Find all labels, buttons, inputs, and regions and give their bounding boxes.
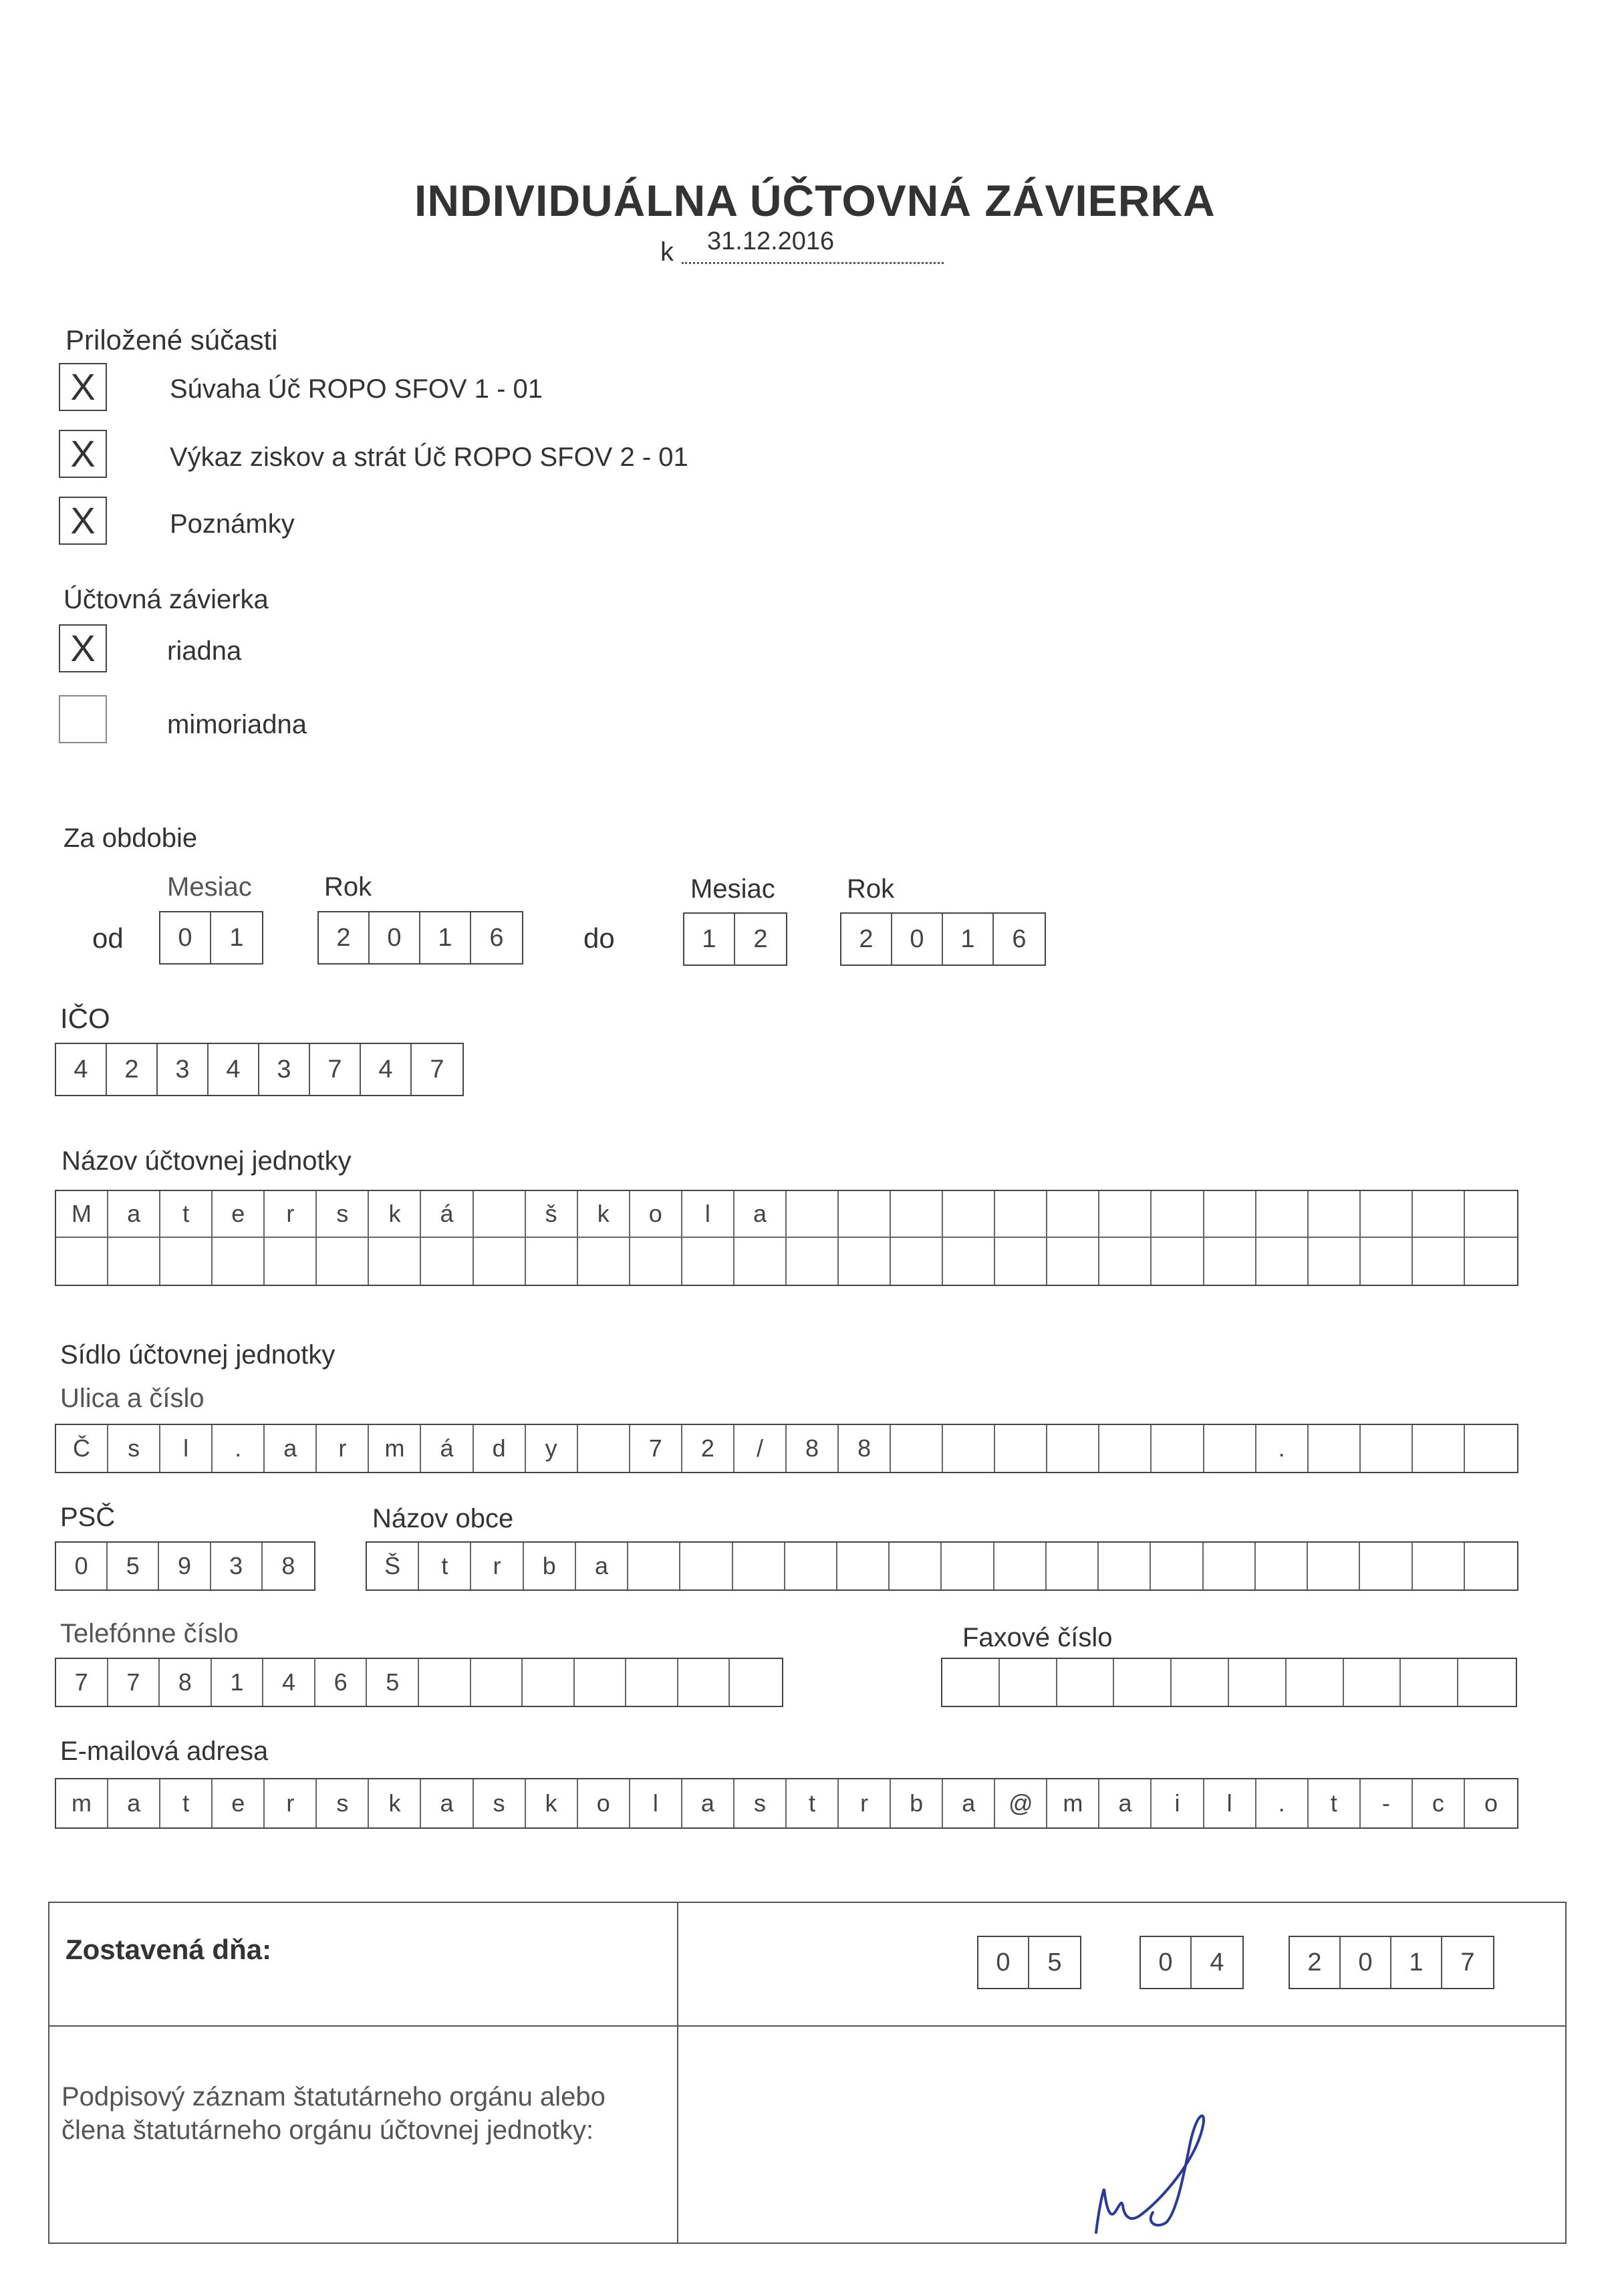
email-char: e	[213, 1779, 265, 1827]
email-char: t	[787, 1779, 839, 1827]
compiled-day-boxes[interactable]	[977, 1936, 1081, 1989]
email-field[interactable]	[55, 1778, 1518, 1829]
email-char: k	[369, 1779, 421, 1827]
unit-name-char	[474, 1238, 526, 1285]
city-field[interactable]	[366, 1541, 1518, 1591]
psc-digit: 3	[211, 1543, 263, 1589]
street-char: 8	[787, 1425, 839, 1472]
compiled-year-digit: 0	[1341, 1937, 1391, 1988]
city-char	[1360, 1543, 1412, 1589]
email-char: k	[526, 1779, 578, 1827]
unit-name-char	[1413, 1191, 1465, 1238]
email-char: m	[1047, 1779, 1099, 1827]
closing-type-heading: Účtovná závierka	[63, 585, 269, 614]
to-year-boxes[interactable]	[840, 912, 1046, 966]
psc-digit: 9	[159, 1543, 211, 1589]
from-year-digit: 2	[319, 912, 370, 963]
unit-name-char: š	[526, 1191, 578, 1238]
fax-digit	[1057, 1659, 1115, 1706]
city-char: b	[524, 1543, 576, 1589]
email-char: .	[1256, 1779, 1309, 1827]
unit-name-char	[317, 1238, 369, 1285]
unit-name-char	[421, 1238, 473, 1285]
city-char	[1099, 1543, 1151, 1589]
email-char: a	[1099, 1779, 1152, 1827]
fax-digit	[1114, 1659, 1172, 1706]
attachment-label-3: Poznámky	[170, 509, 295, 539]
unit-name-char	[1361, 1191, 1413, 1238]
from-month-label: Mesiac	[167, 872, 252, 902]
fax-digit	[1458, 1659, 1516, 1706]
ico-digit: 2	[107, 1044, 158, 1095]
street-char	[1152, 1425, 1204, 1472]
ico-digit: 3	[158, 1044, 209, 1095]
fax-digit	[1172, 1659, 1229, 1706]
unit-name-char	[995, 1191, 1047, 1238]
unit-name-char: á	[421, 1191, 473, 1238]
email-char: t	[1309, 1779, 1361, 1827]
attachment-label-1: Súvaha Úč ROPO SFOV 1 - 01	[170, 374, 543, 404]
unit-name-char	[108, 1238, 160, 1285]
unit-name-char	[891, 1191, 943, 1238]
email-char: a	[421, 1779, 473, 1827]
period-heading: Za obdobie	[63, 823, 198, 853]
unit-name-char	[839, 1191, 891, 1238]
unit-name-char	[56, 1238, 108, 1285]
compiled-month-boxes[interactable]	[1139, 1936, 1244, 1989]
street-field[interactable]	[55, 1424, 1518, 1473]
compiled-month-digit: 0	[1141, 1937, 1192, 1988]
unit-name-char	[1465, 1191, 1517, 1238]
phone-digit: 7	[108, 1659, 160, 1706]
unit-name-char	[1047, 1191, 1099, 1238]
ico-boxes[interactable]	[55, 1043, 464, 1096]
phone-digit: 1	[212, 1659, 264, 1706]
footer-horizontal-divider	[48, 2025, 1567, 2027]
compiled-day-digit: 0	[978, 1937, 1029, 1988]
street-char: r	[317, 1425, 369, 1472]
street-char	[995, 1425, 1047, 1472]
unit-name-char: k	[369, 1191, 421, 1238]
unit-name-char: r	[265, 1191, 317, 1238]
unit-name-char	[891, 1238, 943, 1285]
phone-digit: 6	[315, 1659, 368, 1706]
psc-digit: 5	[108, 1543, 159, 1589]
to-year-digit: 2	[841, 914, 892, 965]
unit-name-char: s	[317, 1191, 369, 1238]
email-char: m	[56, 1779, 108, 1827]
from-year-boxes[interactable]	[317, 911, 523, 965]
ico-digit: 3	[259, 1044, 310, 1095]
closing-regular-label: riadna	[167, 636, 242, 666]
phone-digit: 8	[160, 1659, 212, 1706]
unit-name-char: o	[630, 1191, 682, 1238]
ico-digit: 7	[310, 1044, 361, 1095]
unit-name-label: Názov účtovnej jednotky	[61, 1146, 352, 1176]
psc-label: PSČ	[60, 1503, 116, 1532]
ico-digit: 4	[361, 1044, 412, 1095]
phone-digit	[575, 1659, 627, 1706]
attachments-heading: Priložené súčasti	[65, 324, 278, 356]
unit-name-char	[526, 1238, 578, 1285]
street-char	[1204, 1425, 1256, 1472]
email-char: a	[682, 1779, 734, 1827]
email-char: c	[1413, 1779, 1465, 1827]
email-char: o	[1484, 1789, 1498, 1817]
fax-digit	[1401, 1659, 1458, 1706]
unit-name-char	[1413, 1238, 1465, 1285]
unit-name-char	[1309, 1191, 1361, 1238]
email-char: l	[1204, 1779, 1256, 1827]
email-char: -	[1361, 1779, 1413, 1827]
unit-name-char	[787, 1191, 839, 1238]
unit-name-char	[369, 1238, 421, 1285]
street-char	[1361, 1425, 1413, 1472]
from-year-label: Rok	[324, 872, 372, 902]
email-char: @	[995, 1779, 1047, 1827]
fax-digit	[1287, 1659, 1344, 1706]
unit-name-char	[943, 1191, 995, 1238]
city-char: a	[576, 1543, 628, 1589]
email-char: o	[578, 1779, 630, 1827]
street-label: Ulica a číslo	[60, 1384, 205, 1413]
phone-digit	[471, 1659, 523, 1706]
city-char	[994, 1543, 1047, 1589]
street-char: 8	[839, 1425, 891, 1472]
unit-name-char	[630, 1238, 682, 1285]
street-char	[1413, 1425, 1465, 1472]
psc-digit: 0	[56, 1543, 108, 1589]
phone-digit: 5	[367, 1659, 419, 1706]
seat-heading: Sídlo účtovnej jednotky	[60, 1340, 336, 1370]
street-char: 2	[682, 1425, 734, 1472]
city-char	[733, 1543, 785, 1589]
city-char	[890, 1543, 942, 1589]
date-prefix: k	[660, 237, 674, 267]
unit-name-char	[995, 1238, 1047, 1285]
page-title: INDIVIDUÁLNA ÚČTOVNÁ ZÁVIERKA	[414, 176, 1216, 225]
to-month-boxes[interactable]	[683, 912, 787, 966]
from-label: od	[92, 922, 124, 954]
date-dotted-line	[682, 262, 944, 264]
unit-name-char	[265, 1238, 317, 1285]
attachment-checkbox-2[interactable]: X	[59, 430, 107, 478]
street-char	[891, 1425, 943, 1472]
compiled-year-boxes[interactable]	[1289, 1936, 1494, 1989]
phone-digit	[626, 1659, 678, 1706]
street-char: m	[369, 1425, 421, 1472]
signature-label-line-1: Podpisový záznam štatutárneho orgánu alebo	[61, 2082, 606, 2112]
city-char	[680, 1543, 732, 1589]
unit-name-char: t	[160, 1191, 213, 1238]
to-year-digit: 0	[892, 914, 943, 965]
ico-label: IČO	[60, 1003, 110, 1034]
unit-name-char	[1047, 1238, 1099, 1285]
closing-extraordinary-checkbox[interactable]	[59, 695, 107, 743]
to-month-digit: 2	[753, 924, 768, 953]
street-char: /	[734, 1425, 787, 1472]
city-char: r	[471, 1543, 523, 1589]
email-char: b	[891, 1779, 943, 1827]
unit-name-char: a	[734, 1191, 787, 1238]
city-char	[1151, 1543, 1203, 1589]
fax-field[interactable]	[941, 1658, 1517, 1707]
street-char: s	[108, 1425, 160, 1472]
email-char: t	[160, 1779, 213, 1827]
city-char	[942, 1543, 994, 1589]
email-char: r	[265, 1779, 317, 1827]
email-label: E-mailová adresa	[60, 1737, 269, 1766]
city-char	[1465, 1543, 1517, 1589]
unit-name-char	[734, 1238, 787, 1285]
email-char: a	[943, 1779, 995, 1827]
unit-name-char	[578, 1238, 630, 1285]
street-char	[1099, 1425, 1152, 1472]
phone-digit	[678, 1659, 730, 1706]
unit-name-char	[160, 1238, 213, 1285]
ico-digit: 4	[56, 1044, 107, 1095]
phone-field[interactable]	[55, 1658, 783, 1707]
unit-name-char	[1256, 1238, 1309, 1285]
unit-name-char: k	[578, 1191, 630, 1238]
compiled-year-digit: 2	[1290, 1937, 1341, 1988]
psc-digit: 8	[281, 1552, 295, 1579]
street-char: .	[1256, 1425, 1309, 1472]
street-char: 7	[630, 1425, 682, 1472]
unit-name-char	[474, 1191, 526, 1238]
unit-name-grid[interactable]	[55, 1190, 1518, 1286]
fax-digit	[1344, 1659, 1401, 1706]
email-char: r	[839, 1779, 891, 1827]
fax-digit	[942, 1659, 1000, 1706]
compiled-month-digit: 4	[1210, 1948, 1224, 1976]
unit-name-char	[787, 1238, 839, 1285]
to-year-digit: 6	[1012, 924, 1027, 953]
compiled-day-digit: 5	[1047, 1948, 1062, 1976]
unit-name-char	[1099, 1238, 1152, 1285]
to-year-digit: 1	[943, 914, 994, 965]
street-char: l	[160, 1425, 213, 1472]
from-year-digit: 6	[489, 923, 504, 952]
street-char	[1465, 1425, 1517, 1472]
unit-name-char	[213, 1238, 265, 1285]
unit-name-char	[1204, 1191, 1256, 1238]
attachment-label-2: Výkaz ziskov a strát Úč ROPO SFOV 2 - 01	[170, 442, 688, 472]
city-char: Š	[367, 1543, 419, 1589]
attachment-checkbox-3[interactable]: X	[59, 497, 107, 545]
unit-name-char: M	[56, 1191, 108, 1238]
ico-digit: 4	[209, 1044, 259, 1095]
phone-label: Telefónne číslo	[60, 1619, 239, 1648]
psc-field[interactable]	[55, 1541, 315, 1591]
phone-digit	[730, 1659, 782, 1706]
fax-label: Faxové číslo	[962, 1623, 1113, 1652]
city-char	[1204, 1543, 1256, 1589]
unit-name-char	[1204, 1238, 1256, 1285]
unit-name-char	[1152, 1191, 1204, 1238]
city-char	[837, 1543, 890, 1589]
street-char	[578, 1425, 630, 1472]
email-char: s	[734, 1779, 787, 1827]
city-char: t	[419, 1543, 471, 1589]
city-label: Názov obce	[372, 1504, 514, 1533]
unit-name-char: e	[213, 1191, 265, 1238]
city-char	[1413, 1543, 1465, 1589]
closing-date: 31.12.2016	[707, 227, 835, 255]
fax-digit	[1000, 1659, 1057, 1706]
unit-name-char: l	[682, 1191, 734, 1238]
unit-name-char	[943, 1238, 995, 1285]
unit-name-char	[1465, 1238, 1517, 1285]
from-year-digit: 0	[370, 912, 420, 963]
attachment-checkbox-1[interactable]: X	[59, 363, 107, 411]
to-label: do	[583, 922, 615, 954]
street-char: á	[421, 1425, 473, 1472]
to-year-label: Rok	[847, 874, 895, 904]
email-char: s	[474, 1779, 526, 1827]
phone-digit	[523, 1659, 575, 1706]
city-char	[628, 1543, 680, 1589]
street-char: .	[213, 1425, 265, 1472]
city-char	[1308, 1543, 1360, 1589]
email-char: l	[630, 1779, 682, 1827]
email-char: i	[1152, 1779, 1204, 1827]
street-char: d	[474, 1425, 526, 1472]
unit-name-char	[1309, 1238, 1361, 1285]
street-char	[943, 1425, 995, 1472]
city-char	[1047, 1543, 1099, 1589]
closing-regular-checkbox[interactable]: X	[59, 624, 107, 672]
city-char	[785, 1543, 837, 1589]
closing-extraordinary-label: mimoriadna	[167, 710, 307, 739]
unit-name-char	[1099, 1191, 1152, 1238]
unit-name-char	[1361, 1238, 1413, 1285]
unit-name-char	[682, 1238, 734, 1285]
footer-vertical-divider	[677, 1902, 678, 2244]
email-char: a	[108, 1779, 160, 1827]
unit-name-char: a	[108, 1191, 160, 1238]
from-month-digit: 1	[229, 923, 244, 952]
city-char	[1256, 1543, 1308, 1589]
unit-name-char	[1152, 1238, 1204, 1285]
street-char: y	[526, 1425, 578, 1472]
street-char	[1309, 1425, 1361, 1472]
ico-digit: 7	[430, 1055, 444, 1083]
from-month-boxes[interactable]	[159, 911, 263, 965]
phone-digit	[419, 1659, 471, 1706]
fax-digit	[1229, 1659, 1287, 1706]
signature-label-line-2: člena štatutárneho orgánu účtovnej jednotky:	[61, 2116, 594, 2145]
from-year-digit: 1	[420, 912, 471, 963]
street-char: a	[265, 1425, 317, 1472]
from-month-digit: 0	[160, 912, 211, 963]
compiled-label: Zostavená dňa:	[65, 1934, 272, 1965]
phone-digit: 7	[56, 1659, 108, 1706]
street-char: Č	[56, 1425, 108, 1472]
to-month-digit: 1	[684, 914, 735, 965]
to-month-label: Mesiac	[690, 874, 775, 904]
compiled-year-digit: 1	[1391, 1937, 1442, 1988]
email-char: s	[317, 1779, 369, 1827]
street-char	[1047, 1425, 1099, 1472]
signature-scribble	[1083, 2106, 1223, 2239]
unit-name-char	[1256, 1191, 1309, 1238]
unit-name-char	[839, 1238, 891, 1285]
phone-digit: 4	[263, 1659, 315, 1706]
compiled-year-digit: 7	[1460, 1948, 1475, 1976]
